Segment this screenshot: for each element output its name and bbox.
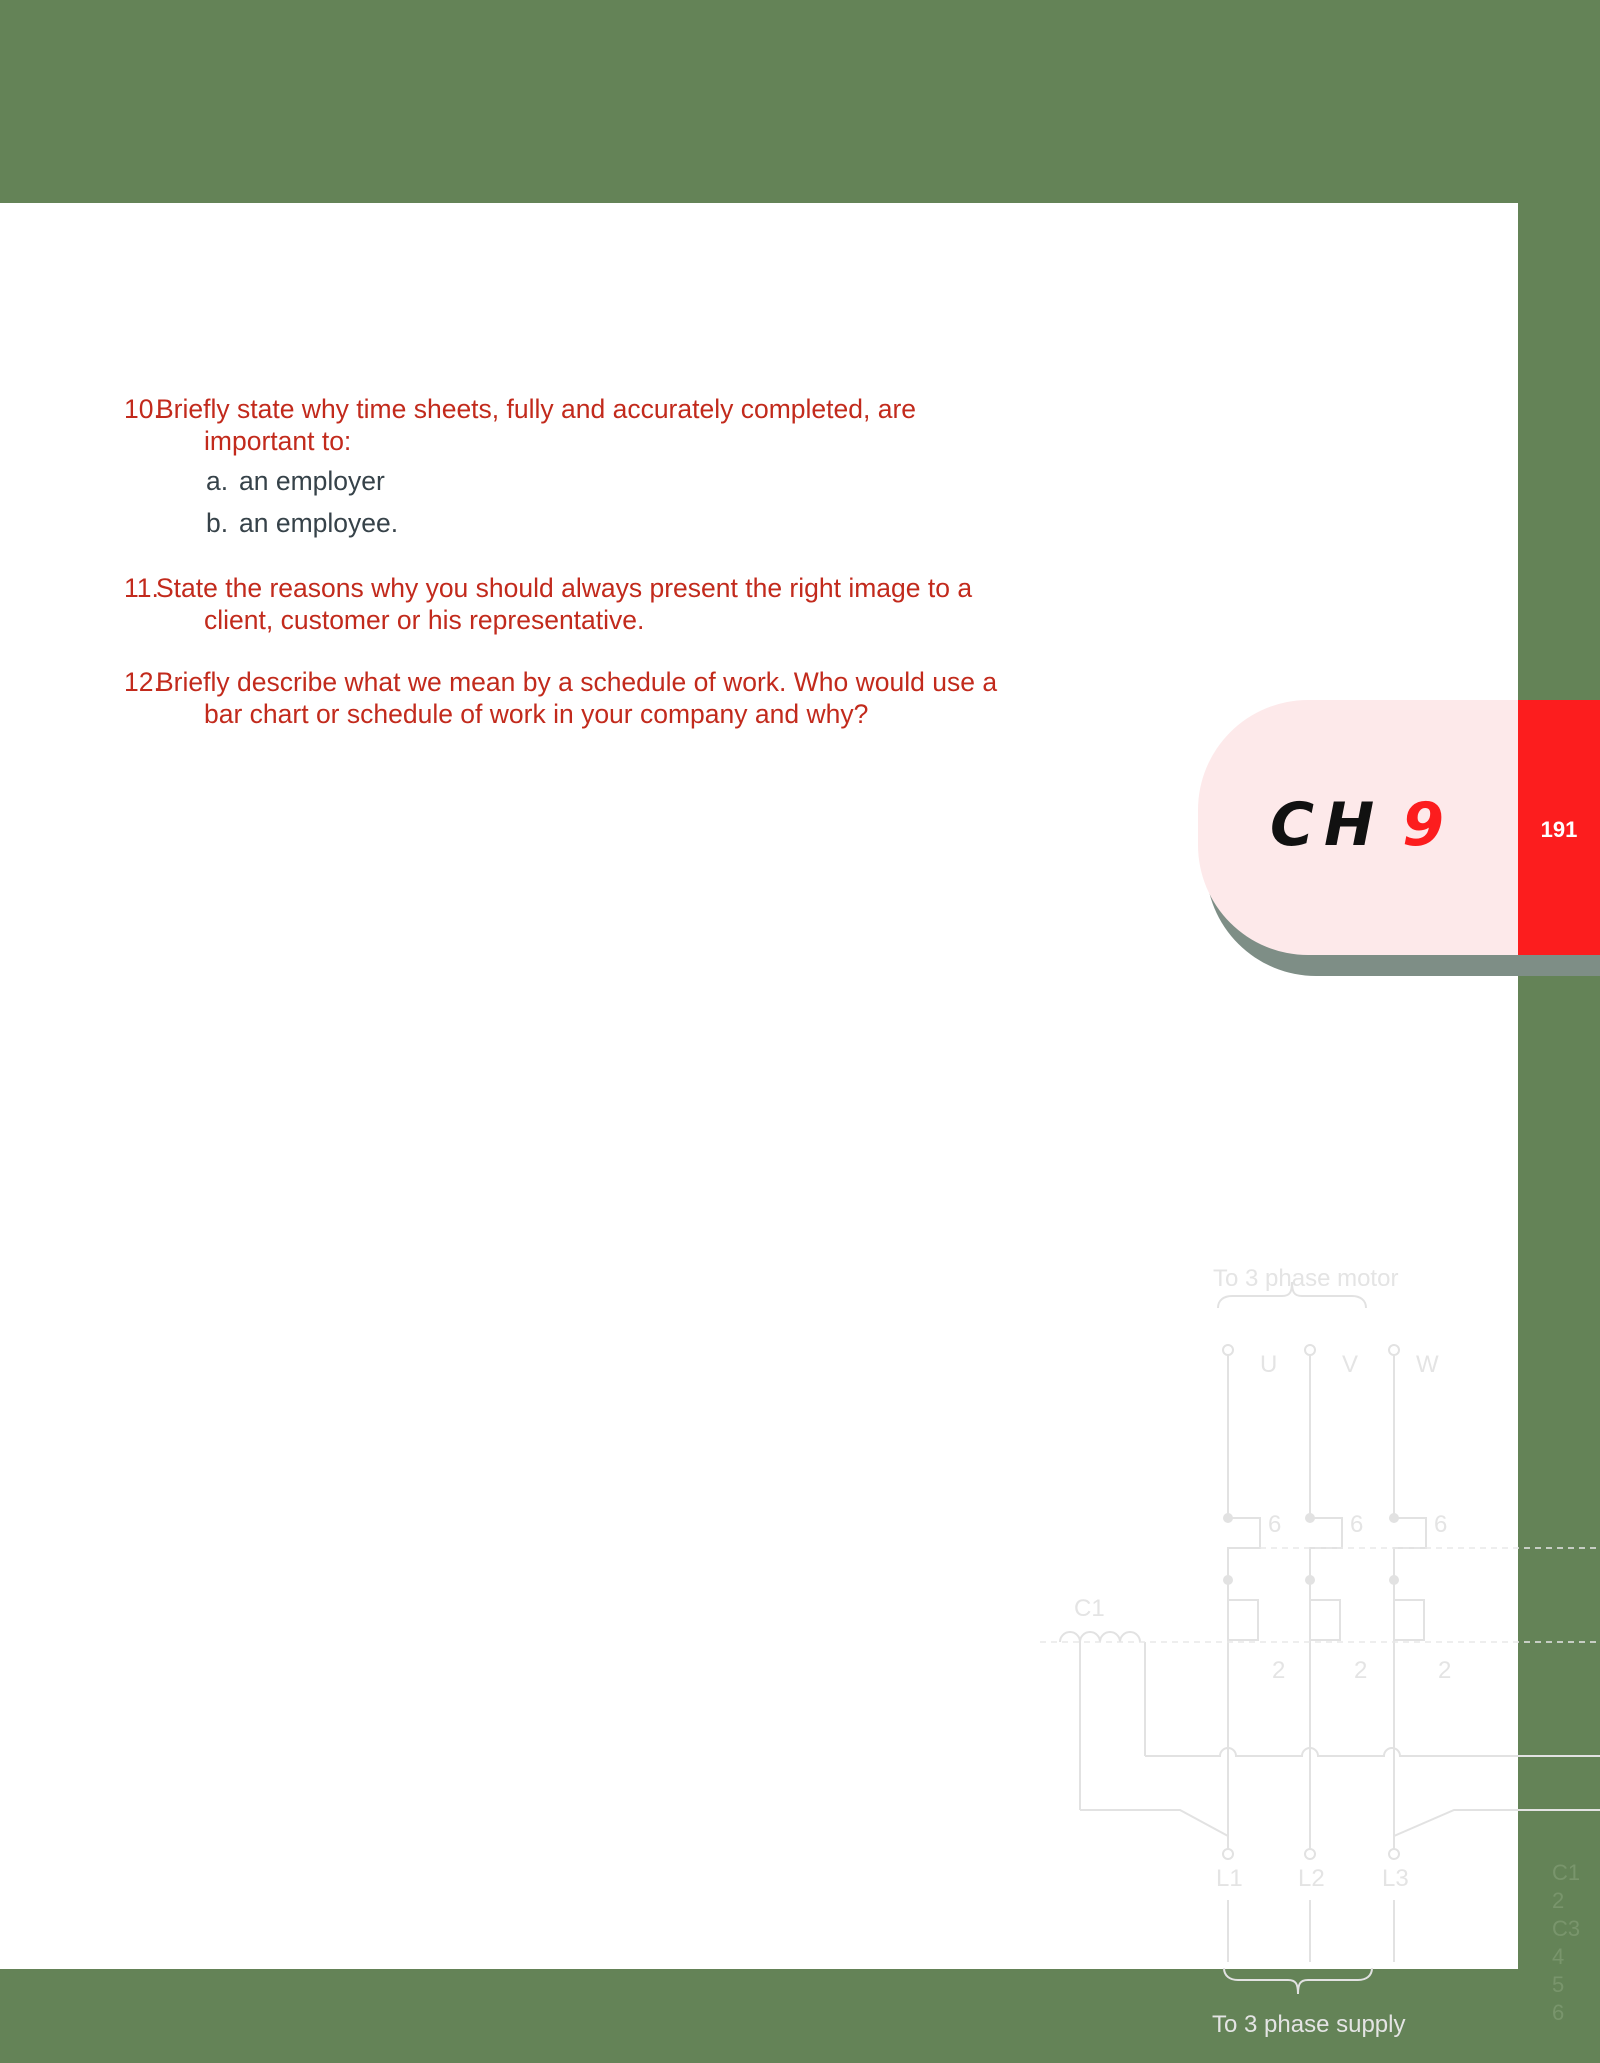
- circuit-diagram-watermark: [1020, 1250, 1600, 2063]
- question-text: Briefly state why time sheets, fully and accurately completed, are important to:: [156, 394, 917, 456]
- diagram-terminal-w: W: [1416, 1351, 1439, 1378]
- chapter-label: [1270, 790, 1454, 860]
- diagram-terminal-l1: L1: [1216, 1865, 1243, 1892]
- sub-item-b: [206, 507, 398, 539]
- question-number: 10.: [124, 394, 161, 424]
- question-12: [124, 666, 1024, 730]
- sub-item-text: an employee.: [239, 508, 399, 538]
- question-text: Briefly describe what we mean by a schedule of work. Who would use a bar chart or schedule of work in your company and why?: [156, 667, 998, 729]
- diagram-contact-label: 2: [1354, 1657, 1368, 1684]
- question-11: [124, 572, 1024, 636]
- diagram-terminal-u: U: [1260, 1351, 1278, 1378]
- diagram-terminal-l2: L2: [1298, 1865, 1325, 1892]
- sub-item-a: [206, 465, 385, 497]
- diagram-coil-label: C1: [1074, 1595, 1105, 1622]
- diagram-bottom-label: To 3 phase supply: [1212, 2011, 1406, 2038]
- side-label: 5: [1552, 1972, 1565, 1997]
- diagram-overload-label: 6: [1434, 1511, 1448, 1538]
- diagram-terminal-v: V: [1342, 1351, 1359, 1378]
- side-label: 4: [1552, 1944, 1565, 1969]
- side-label: 6: [1552, 2000, 1565, 2025]
- diagram-top-label: To 3 phase motor: [1213, 1265, 1399, 1292]
- diagram-terminal-l3: L3: [1382, 1865, 1409, 1892]
- question-10: [124, 393, 1024, 457]
- sub-item-letter: a.: [206, 466, 229, 496]
- chapter-prefix: CH: [1270, 790, 1385, 860]
- side-label: C1: [1552, 1860, 1581, 1885]
- diagram-contact-label: 2: [1438, 1657, 1452, 1684]
- question-number: 12.: [124, 667, 161, 697]
- diagram-overload-label: 6: [1350, 1511, 1364, 1538]
- sub-item-letter: b.: [206, 508, 229, 538]
- chapter-number: 9: [1402, 790, 1454, 860]
- question-number: 11.: [124, 573, 159, 603]
- diagram-overload-label: 6: [1268, 1511, 1282, 1538]
- side-label: 2: [1552, 1888, 1565, 1913]
- question-text: State the reasons why you should always present the right image to a client, customer or his representative.: [156, 573, 973, 635]
- sub-item-text: an employer: [239, 466, 385, 496]
- side-label: C3: [1552, 1916, 1581, 1941]
- diagram-contact-label: 2: [1272, 1657, 1286, 1684]
- page-number: 191: [1540, 817, 1578, 842]
